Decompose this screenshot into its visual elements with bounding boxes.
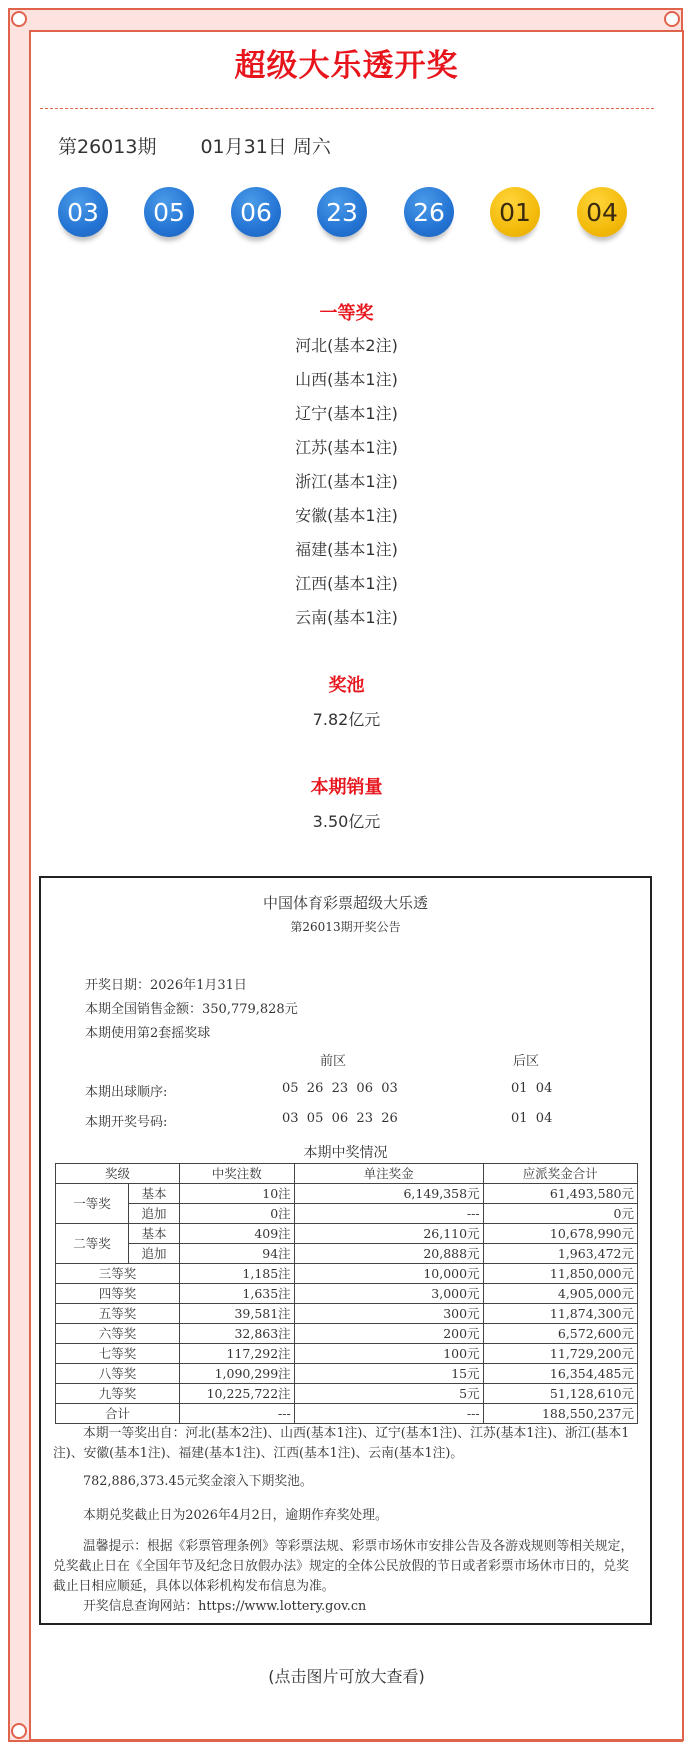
front-ball: 03 — [58, 187, 108, 237]
back-ball: 01 — [490, 187, 540, 237]
draw-order-label: 本期出球顺序: — [85, 1085, 168, 1100]
single-cell: --- — [294, 1204, 483, 1224]
first-prize-heading: 一等奖 — [319, 303, 374, 324]
single-cell: 26,110元 — [294, 1224, 483, 1244]
prize-table — [55, 1163, 638, 1424]
type-cell: 追加 — [129, 1204, 180, 1224]
divider — [40, 108, 654, 109]
table-row — [56, 1244, 638, 1264]
type-cell: 基本 — [129, 1184, 180, 1204]
issue-number: 第26013期 — [58, 136, 157, 158]
total-cell: 51,128,610元 — [483, 1384, 637, 1404]
single-cell: 10,000元 — [294, 1264, 483, 1284]
frame-corner — [11, 1723, 27, 1739]
winner-item: 云南(基本1注) — [295, 608, 398, 627]
table-row — [56, 1264, 638, 1284]
draw-date: 01月31日 周六 — [200, 136, 331, 158]
single-cell: --- — [294, 1404, 483, 1424]
back-zone-label: 后区 — [513, 1054, 540, 1069]
front-ball: 05 — [144, 187, 194, 237]
draw-date-line: 开奖日期：2026年1月31日 — [85, 978, 247, 993]
front-ball: 06 — [231, 187, 281, 237]
announcement-image[interactable] — [39, 876, 652, 1625]
deadline-text: 本期兑奖截止日为2026年4月2日，逾期作弃奖处理。 — [83, 1508, 388, 1523]
single-cell: 300元 — [294, 1304, 483, 1324]
total-cell: 10,678,990元 — [483, 1224, 637, 1244]
winning-balls — [58, 187, 638, 243]
table-row — [56, 1224, 638, 1244]
first-prize-winner-list — [0, 329, 693, 635]
type-cell: 基本 — [129, 1224, 180, 1244]
issue-info — [58, 132, 375, 159]
count-cell: 10,225,722注 — [179, 1384, 294, 1404]
table-row — [56, 1364, 638, 1384]
header-single: 单注奖金 — [294, 1164, 483, 1184]
single-cell: 15元 — [294, 1364, 483, 1384]
frame-corner — [11, 11, 27, 27]
single-cell: 6,149,358元 — [294, 1184, 483, 1204]
count-cell: 39,581注 — [179, 1304, 294, 1324]
ball-set-line: 本期使用第2套摇奖球 — [85, 1026, 211, 1041]
count-cell: 1,635注 — [179, 1284, 294, 1304]
total-cell: 11,729,200元 — [483, 1344, 637, 1364]
header-level: 奖级 — [56, 1164, 180, 1184]
total-cell: 16,354,485元 — [483, 1364, 637, 1384]
count-cell: 0注 — [179, 1204, 294, 1224]
table-row — [56, 1284, 638, 1304]
rollover-text: 782,886,373.45元奖金滚入下期奖池。 — [83, 1474, 313, 1489]
level-cell: 二等奖 — [56, 1224, 129, 1264]
sales-section — [0, 773, 693, 832]
level-cell: 五等奖 — [56, 1304, 180, 1324]
winner-item: 江苏(基本1注) — [295, 438, 398, 457]
winner-item: 安徽(基本1注) — [295, 506, 398, 525]
winning-back: 01 04 — [511, 1111, 553, 1126]
count-cell: 409注 — [179, 1224, 294, 1244]
back-ball: 04 — [577, 187, 627, 237]
level-cell: 九等奖 — [56, 1384, 180, 1404]
table-row — [56, 1304, 638, 1324]
announcement-title: 中国体育彩票超级大乐透 — [262, 894, 428, 912]
count-cell: 94注 — [179, 1244, 294, 1264]
single-cell: 3,000元 — [294, 1284, 483, 1304]
level-cell: 合计 — [56, 1404, 180, 1424]
notice-text: 温馨提示：根据《彩票管理条例》等彩票法规、彩票市场休市安排公告及各游戏规则等相关规定，兑奖截止日在《全国年节及纪念日放假办法》规定的全体公民放假的节日或者彩票市场休市日的，兑奖截止日相应顺延，具体以体彩机构发布信息为准。 — [53, 1539, 634, 1594]
table-row — [56, 1324, 638, 1344]
winner-item: 福建(基本1注) — [295, 540, 398, 559]
winner-item: 辽宁(基本1注) — [295, 404, 398, 423]
header-count: 中奖注数 — [179, 1164, 294, 1184]
header-total: 应派奖金合计 — [483, 1164, 637, 1184]
count-cell: --- — [179, 1404, 294, 1424]
announcement-subtitle: 第26013期开奖公告 — [290, 920, 401, 934]
website-text: 开奖信息查询网站：https://www.lottery.gov.cn — [83, 1599, 367, 1614]
winner-item: 山西(基本1注) — [295, 370, 398, 389]
level-cell: 六等奖 — [56, 1324, 180, 1344]
single-cell: 200元 — [294, 1324, 483, 1344]
count-cell: 1,185注 — [179, 1264, 294, 1284]
table-sum-row — [56, 1404, 638, 1424]
zoom-hint: (点击图片可放大查看) — [268, 1667, 425, 1686]
table-row — [56, 1184, 638, 1204]
winner-item: 浙江(基本1注) — [295, 472, 398, 491]
pool-section — [0, 671, 693, 730]
level-cell: 八等奖 — [56, 1364, 180, 1384]
first-prize-origin: 本期一等奖出自：河北(基本2注)、山西(基本1注)、辽宁(基本1注)、江苏(基本1注)、浙江(基本1注)、安徽(基本1注)、福建(基本1注)、江西(基本1注)、云南(基本1注)。 — [53, 1426, 630, 1461]
level-cell: 七等奖 — [56, 1344, 180, 1364]
winner-item: 河北(基本2注) — [295, 336, 398, 355]
front-zone-label: 前区 — [320, 1054, 347, 1069]
pool-heading: 奖池 — [328, 675, 365, 696]
frame-corner — [664, 11, 680, 27]
draw-order-front: 05 26 23 06 03 — [282, 1081, 398, 1096]
first-prize-section — [0, 299, 693, 635]
sales-value: 3.50亿元 — [312, 812, 381, 831]
total-cell: 188,550,237元 — [483, 1404, 637, 1424]
level-cell: 三等奖 — [56, 1264, 180, 1284]
count-cell: 10注 — [179, 1184, 294, 1204]
total-cell: 0元 — [483, 1204, 637, 1224]
table-row — [56, 1384, 638, 1404]
page-title: 超级大乐透开奖 — [234, 48, 459, 84]
level-cell: 一等奖 — [56, 1184, 129, 1224]
count-cell: 32,863注 — [179, 1324, 294, 1344]
single-cell: 20,888元 — [294, 1244, 483, 1264]
total-cell: 11,850,000元 — [483, 1264, 637, 1284]
type-cell: 追加 — [129, 1244, 180, 1264]
count-cell: 1,090,299注 — [179, 1364, 294, 1384]
draw-order-back: 01 04 — [511, 1081, 553, 1096]
winner-item: 江西(基本1注) — [295, 574, 398, 593]
total-cell: 11,874,300元 — [483, 1304, 637, 1324]
sales-amount-line: 本期全国销售金额：350,779,828元 — [85, 1002, 298, 1017]
count-cell: 117,292注 — [179, 1344, 294, 1364]
total-cell: 6,572,600元 — [483, 1324, 637, 1344]
total-cell: 4,905,000元 — [483, 1284, 637, 1304]
winning-number-label: 本期开奖号码: — [85, 1115, 168, 1130]
winning-front: 03 05 06 23 26 — [282, 1111, 398, 1126]
single-cell: 5元 — [294, 1384, 483, 1404]
front-ball: 23 — [317, 187, 367, 237]
front-ball: 26 — [404, 187, 454, 237]
total-cell: 1,963,472元 — [483, 1244, 637, 1264]
sales-heading: 本期销量 — [310, 777, 383, 798]
single-cell: 100元 — [294, 1344, 483, 1364]
table-header-row — [56, 1164, 638, 1184]
table-row — [56, 1344, 638, 1364]
level-cell: 四等奖 — [56, 1284, 180, 1304]
pool-value: 7.82亿元 — [312, 710, 381, 729]
total-cell: 61,493,580元 — [483, 1184, 637, 1204]
prize-table-title: 本期中奖情况 — [303, 1145, 388, 1161]
table-row — [56, 1204, 638, 1224]
